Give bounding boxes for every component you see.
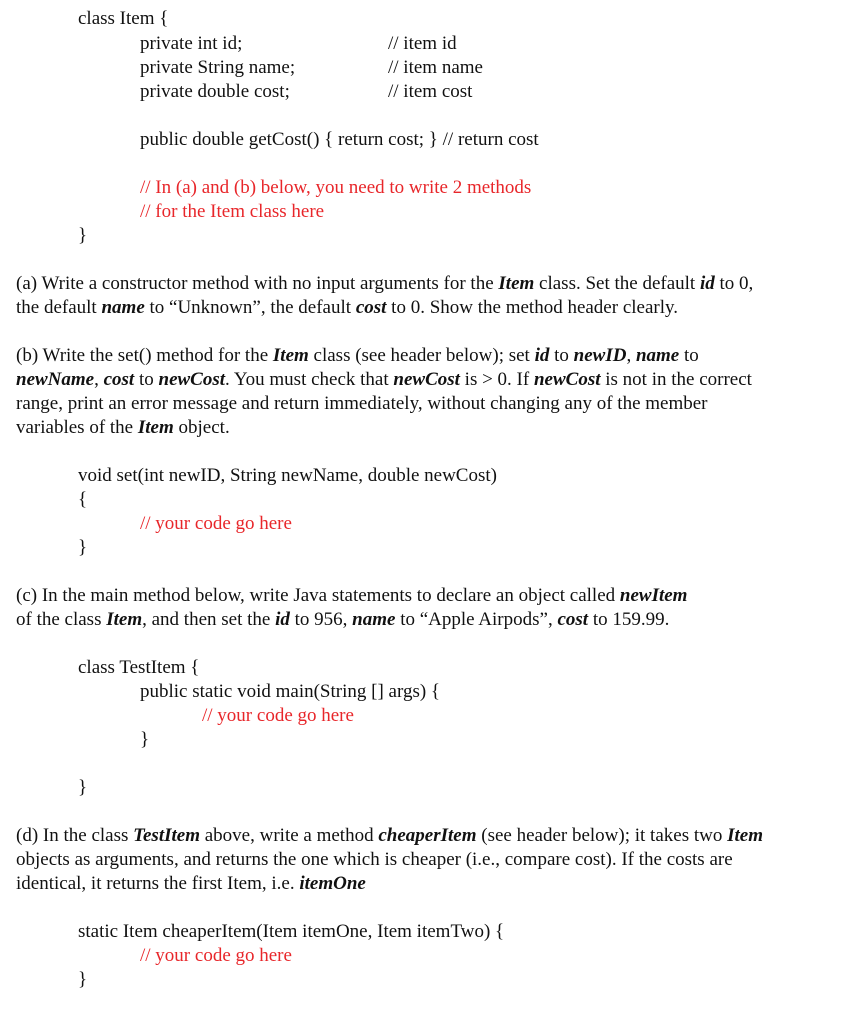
instruction-comment-2: // for the Item class here: [140, 201, 325, 222]
main-method-header: public static void main(String [] args) {: [140, 681, 441, 702]
question-c-line-1: (c) In the main method below, write Java statements to declare an object called newItem: [16, 585, 688, 606]
question-b-line-2: newName, cost to newCost. You must check that newCost is > 0. If newCost is not in the correct: [16, 369, 752, 390]
comment-item-id: // item id: [388, 33, 457, 54]
cheaperitem-close-brace: }: [78, 969, 88, 990]
question-a-line-2: the default name to “Unknown”, the default cost to 0. Show the method header clearly.: [16, 297, 679, 318]
comment-item-name: // item name: [388, 57, 483, 78]
set-open-brace: {: [78, 489, 88, 510]
question-b-line-3: range, print an error message and return immediately, without changing any of the member: [16, 393, 708, 414]
main-code-comment: // your code go here: [202, 705, 354, 726]
question-a-line-1: (a) Write a constructor method with no input arguments for the Item class. Set the default id to 0,: [16, 273, 754, 294]
set-close-brace: }: [78, 537, 88, 558]
comment-item-cost: // item cost: [388, 81, 473, 102]
field-cost: private double cost;: [140, 81, 290, 102]
cheaperitem-code-comment: // your code go here: [140, 945, 292, 966]
question-d-line-1: (d) In the class TestItem above, write a method cheaperItem (see header below); it takes two Item: [16, 825, 763, 846]
testitem-class-open: class TestItem {: [78, 657, 200, 678]
getcost-method: public double getCost() { return cost; } // return cost: [140, 129, 539, 150]
question-d-line-3: identical, it returns the first Item, i.e. itemOne: [16, 873, 366, 894]
set-method-header: void set(int newID, String newName, double newCost): [78, 465, 497, 486]
instruction-comment-1: // In (a) and (b) below, you need to write 2 methods: [140, 177, 532, 198]
cheaperitem-header: static Item cheaperItem(Item itemOne, Item itemTwo) {: [78, 921, 505, 942]
testitem-class-close: }: [78, 777, 88, 798]
item-class-open: class Item {: [78, 8, 169, 29]
field-id: private int id;: [140, 33, 243, 54]
item-class-close: }: [78, 225, 88, 246]
question-c-line-2: of the class Item, and then set the id to 956, name to “Apple Airpods”, cost to 159.99.: [16, 609, 670, 630]
set-code-comment: // your code go here: [140, 513, 292, 534]
main-close-brace: }: [140, 729, 150, 750]
field-name: private String name;: [140, 57, 296, 78]
question-d-line-2: objects as arguments, and returns the one which is cheaper (i.e., compare cost). If the costs are: [16, 849, 733, 870]
question-b-line-4: variables of the Item object.: [16, 417, 230, 438]
question-b-line-1: (b) Write the set() method for the Item class (see header below); set id to newID, name to: [16, 345, 699, 366]
